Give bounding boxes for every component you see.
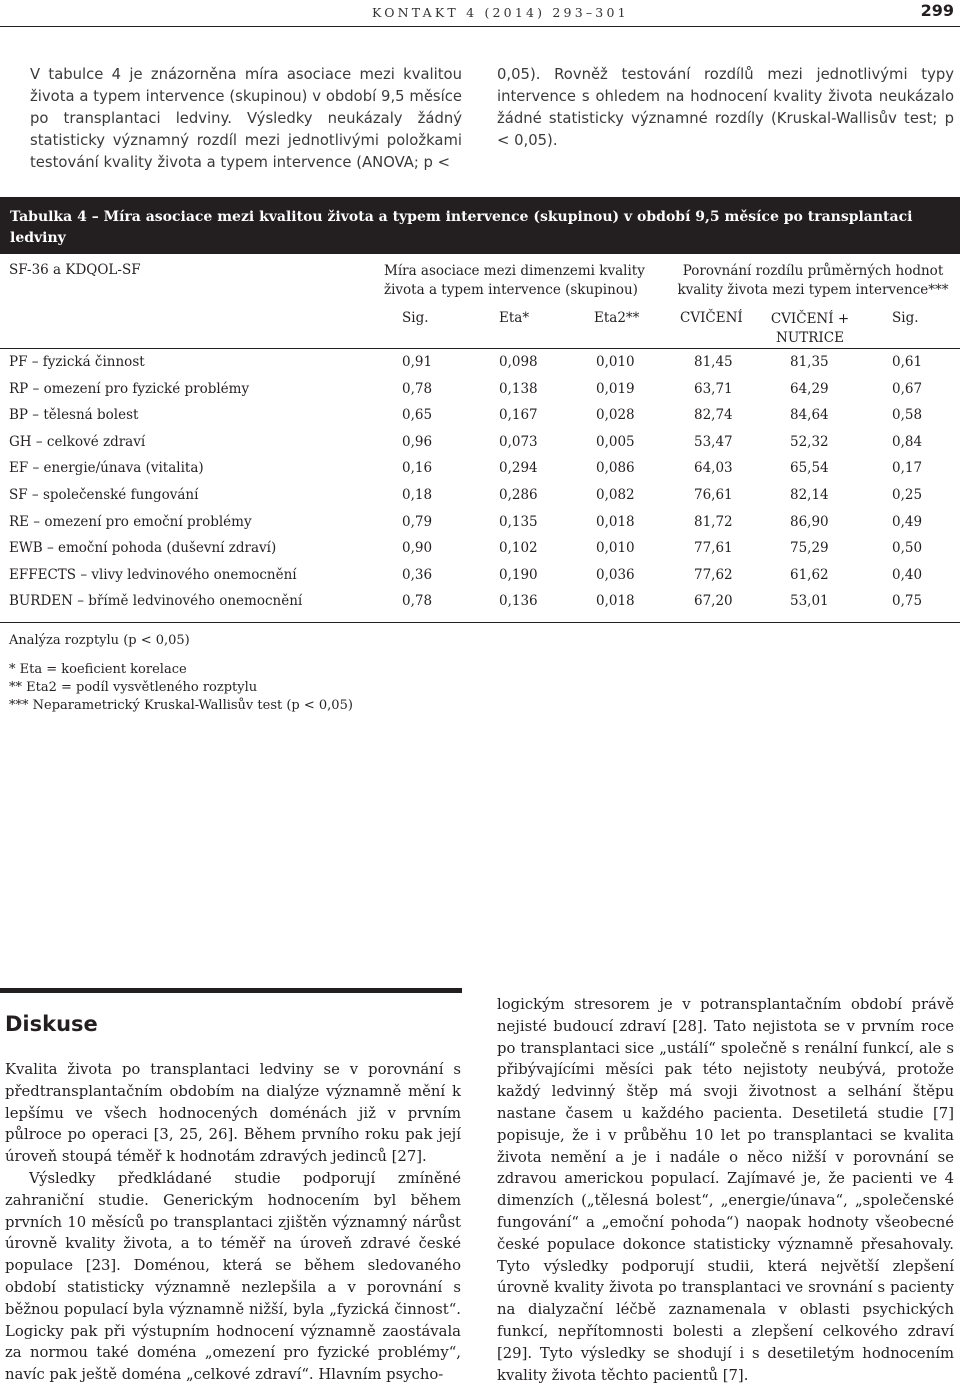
table-caption: Tabulka 4 – Míra asociace mezi kvalitou života a typem intervence (skupinou) v období 9,5 měsíce po transplantaci ledviny (0, 197, 960, 254)
cell-value: 0,167 (499, 407, 538, 424)
cell-value: 0,67 (892, 380, 923, 397)
journal-title: KONTAKT 4 (2014) 293–301 (372, 5, 629, 20)
discussion-paragraph: Výsledky předkládané studie podporují zmíněné zahraniční studie. Generickým hodnocením byl během prvních 10 měsíců po transplantaci zjištěn významný nárůst úrovně kvality života, a to téměř na úroveň zdravé české populace [23]. Doménou, která se během sledovaného období statisticky významně nezlepšila a v porovnání s běžnou populací byla významně nižší, byla „fyzická činnost“. Logicky pak při výstupním hodnocení významně zaostávala za normou také doména „omezení pro fyzické problémy“, navíc pak ještě doména „celkové zdraví“. Hlavním psycho- (5, 1169, 461, 1384)
cell-value: 0,135 (499, 513, 538, 530)
cell-value: 0,78 (402, 380, 433, 397)
col-group-association: Míra asociace mezi dimenzemi kvality života a typem intervence (skupinou) (384, 263, 645, 298)
page-number: 299 (920, 1, 954, 20)
cell-value: 65,54 (790, 460, 829, 477)
cell-value: 52,32 (790, 433, 829, 450)
cell-value: 82,74 (694, 407, 733, 424)
cell-value: 0,136 (499, 593, 538, 610)
subheader-cviceni: CVIČENÍ (680, 310, 743, 326)
cell-value: 86,90 (790, 513, 829, 530)
cell-value: 64,29 (790, 380, 829, 397)
cell-value: 0,49 (892, 513, 923, 530)
row-label: BP – tělesná bolest (9, 407, 139, 424)
section-rule (0, 988, 462, 993)
cell-value: 0,17 (892, 460, 923, 477)
table-row (0, 593, 960, 620)
cell-value: 82,14 (790, 487, 829, 503)
cell-value: 0,086 (596, 460, 635, 477)
table-row (0, 514, 960, 541)
table-note: Analýza rozptylu (p < 0,05) (9, 633, 190, 648)
cell-value: 84,64 (790, 407, 829, 424)
intro-right-column: 0,05). Rovněž testování rozdílů mezi jednotlivými typy intervence s ohledem na hodnocení kvality života neukázalo žádné statisticky významné rozdíly (Kruskal-Wallisův test; p < 0,05). (497, 66, 954, 149)
cell-value: 0,40 (892, 566, 923, 583)
table-header-rule (0, 348, 960, 349)
cell-value: 67,20 (694, 593, 733, 610)
discussion-paragraph: Kvalita života po transplantaci ledviny se v porovnání s předtransplantačním obdobím na dialýze významně mění k lepšímu ve všech hodnocených doménách již v prvním půlroce po operaci [3, 25, 26]. Během prvního roku pak její úroveň stoupá téměř k hodnotám zdravých jedinců [27]. (5, 1061, 461, 1166)
discussion-left-column (5, 1059, 461, 1386)
row-label: SF – společenské fungování (9, 487, 199, 503)
cell-value: 53,01 (790, 593, 829, 610)
table-note: ** Eta2 = podíl vysvětleného rozptylu (9, 680, 258, 695)
table-row (0, 487, 960, 514)
cell-value: 77,61 (694, 540, 733, 557)
cell-value: 0,84 (892, 433, 923, 450)
col-group-instrument: SF-36 a KDQOL-SF (9, 262, 141, 278)
subheader-eta: Eta* (499, 310, 530, 326)
cell-value: 0,65 (402, 407, 433, 424)
table-note: *** Neparametrický Kruskal-Wallisův test (p < 0,05) (9, 698, 353, 713)
cell-value: 76,61 (694, 487, 733, 503)
row-label: GH – celkové zdraví (9, 433, 146, 450)
cell-value: 0,90 (402, 540, 433, 557)
row-label: BURDEN – břímě ledvinového onemocnění (9, 593, 303, 610)
cell-value: 0,16 (402, 460, 433, 477)
table-row (0, 540, 960, 567)
table-row (0, 354, 960, 381)
cell-value: 0,018 (596, 593, 635, 610)
cell-value: 0,082 (596, 487, 635, 503)
table-row (0, 381, 960, 408)
cell-value: 0,036 (596, 566, 635, 583)
cell-value: 81,72 (694, 513, 733, 530)
table-row (0, 460, 960, 487)
table-note: * Eta = koeficient korelace (9, 662, 187, 677)
cell-value: 0,019 (596, 380, 635, 397)
cell-value: 0,61 (892, 354, 923, 370)
cell-value: 0,098 (499, 354, 538, 370)
discussion-right-column (497, 994, 954, 1386)
table-bottom-rule (0, 622, 960, 623)
subheader-sig2: Sig. (892, 310, 919, 326)
cell-value: 81,45 (694, 354, 733, 370)
cell-value: 0,36 (402, 566, 433, 583)
cell-value: 0,91 (402, 354, 433, 370)
subheader-cviceni-nutrice: CVIČENÍ + NUTRICE (770, 311, 850, 346)
cell-value: 0,005 (596, 433, 635, 450)
row-label: EWB – emoční pohoda (duševní zdraví) (9, 540, 277, 557)
cell-value: 0,073 (499, 433, 538, 450)
table-row (0, 567, 960, 594)
table-notes (9, 632, 353, 715)
header-rule (0, 26, 960, 27)
subheader-eta2: Eta2** (594, 310, 640, 326)
row-label: RP – omezení pro fyzické problémy (9, 380, 250, 397)
cell-value: 0,010 (596, 540, 635, 557)
cell-value: 0,18 (402, 487, 433, 503)
cell-value: 61,62 (790, 566, 829, 583)
cell-value: 0,138 (499, 380, 538, 397)
cell-value: 75,29 (790, 540, 829, 557)
cell-value: 0,028 (596, 407, 635, 424)
row-label: RE – omezení pro emoční problémy (9, 513, 252, 530)
page-header (0, 0, 960, 24)
col-group-comparison: Porovnání rozdílu průměrných hodnot kvality života mezi typem intervence*** (677, 263, 949, 298)
section-title: Diskuse (5, 1012, 98, 1036)
cell-value: 77,62 (694, 566, 733, 583)
cell-value: 0,190 (499, 566, 538, 583)
cell-value: 0,50 (892, 540, 923, 557)
subheader-sig: Sig. (402, 310, 429, 326)
cell-value: 64,03 (694, 460, 733, 477)
cell-value: 0,294 (499, 460, 538, 477)
cell-value: 0,78 (402, 593, 433, 610)
cell-value: 0,75 (892, 593, 923, 610)
row-label: PF – fyzická činnost (9, 354, 145, 370)
cell-value: 63,71 (694, 380, 733, 397)
cell-value: 0,96 (402, 433, 433, 450)
cell-value: 0,79 (402, 513, 433, 530)
discussion-paragraph: logickým stresorem je v potransplantačním období právě nejisté budoucí zdraví [28]. Tato nejistota se v prvním roce po transplantaci sice „ustálí“ společně s renální funkcí, ale s přibývajícími měsíci pak této nejistoty neubývá, protože každý ledvinný štěp má svoji životnost a selhání štěpu nastane časem u každého pacienta. Desetiletá studie [7] popisuje, že i v průběhu 10 let po transplantaci se kvalita života nemění a je i nadále o něco nižší v porovnání se zdravou americkou populací. Zajímavé je, že pacienti ve 4 dimenzích („tělesná bolest“, „energie/únava“, „společenské fungování“ a „emoční pohoda“) naopak hodnoty všeobecné české populace dokonce statisticky významně přesahovaly. Tyto výsledky podporují studii, která největší zlepšení úrovně kvality života po transplantaci ve srovnání s pacienty na dialyzační léčbě zaznamenala v oblasti psychických funkcí, nepřítomnosti bolesti a zlepšení celkového zdraví [29]. Tyto výsledky se shodují i s desetiletým hodnocením kvality života těchto pacientů [7]. (497, 996, 954, 1384)
cell-value: 0,102 (499, 540, 538, 557)
table-row (0, 434, 960, 461)
row-label: EFFECTS – vlivy ledvinového onemocnění (9, 566, 297, 583)
cell-value: 0,58 (892, 407, 923, 424)
cell-value: 0,25 (892, 487, 923, 503)
cell-value: 0,010 (596, 354, 635, 370)
cell-value: 0,286 (499, 487, 538, 503)
cell-value: 0,018 (596, 513, 635, 530)
cell-value: 53,47 (694, 433, 733, 450)
table-row (0, 407, 960, 434)
row-label: EF – energie/únava (vitalita) (9, 460, 204, 477)
cell-value: 81,35 (790, 354, 829, 370)
intro-left-column: V tabulce 4 je znázorněna míra asociace mezi kvalitou života a typem intervence (skupinou) v období 9,5 měsíce po transplantaci ledviny. Výsledky neukázaly žádný statisticky významný rozdíl mezi jednotlivými položkami testování kvality života a typem intervence (ANOVA; p < (30, 66, 462, 171)
